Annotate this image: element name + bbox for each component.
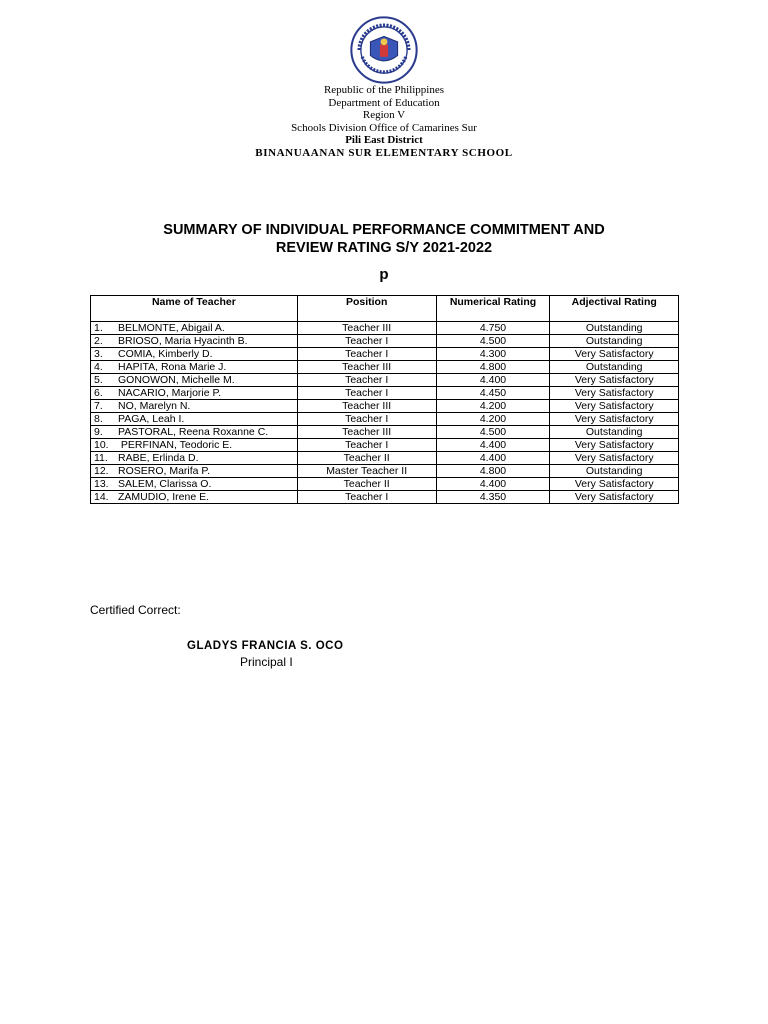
teacher-name-cell — [91, 465, 298, 478]
position-cell: Teacher II — [297, 452, 436, 465]
table-row — [91, 491, 679, 504]
adjectival-rating-cell: Very Satisfactory — [550, 348, 679, 361]
row-number: 12. — [94, 465, 109, 477]
letterhead-republic: Republic of the Philippines — [323, 84, 445, 96]
table-row — [91, 322, 679, 335]
header-numerical-rating: Numerical Rating — [436, 296, 550, 322]
row-number: 5. — [94, 374, 103, 386]
teacher-name: NO, Marelyn N. — [118, 400, 191, 412]
teacher-name: PAGA, Leah I. — [118, 413, 185, 425]
numerical-rating-cell: 4.200 — [436, 413, 550, 426]
teacher-name: COMIA, Kimberly D. — [118, 348, 213, 360]
letterhead-division: Schools Division Office of Camarines Sur — [291, 121, 477, 134]
row-number: 7. — [94, 400, 103, 412]
teacher-name: HAPITA, Rona Marie J. — [118, 361, 227, 373]
teacher-name: SALEM, Clarissa O. — [118, 478, 212, 490]
teacher-name-cell — [91, 400, 298, 413]
header-adjectival-rating: Adjectival Rating — [550, 296, 679, 322]
title-line-2: REVIEW RATING S/Y 2021-2022 — [275, 240, 493, 256]
row-number: 1. — [94, 322, 103, 334]
numerical-rating-cell: 4.200 — [436, 400, 550, 413]
teacher-name: NACARIO, Marjorie P. — [118, 387, 222, 399]
numerical-rating-cell: 4.400 — [436, 374, 550, 387]
table-row — [91, 439, 679, 452]
position-cell: Teacher III — [297, 426, 436, 439]
position-cell: Teacher I — [297, 348, 436, 361]
letterhead-region: Region V — [362, 109, 406, 122]
numerical-rating-cell: 4.400 — [436, 478, 550, 491]
position-cell: Teacher I — [297, 439, 436, 452]
table-row — [91, 400, 679, 413]
position-cell: Master Teacher II — [297, 465, 436, 478]
numerical-rating-cell: 4.300 — [436, 348, 550, 361]
numerical-rating-cell: 4.800 — [436, 361, 550, 374]
numerical-rating-cell: 4.400 — [436, 439, 550, 452]
adjectival-rating-cell: Very Satisfactory — [550, 400, 679, 413]
teacher-name-cell — [91, 478, 298, 491]
teacher-name-cell — [91, 439, 298, 452]
adjectival-rating-cell: Very Satisfactory — [550, 374, 679, 387]
adjectival-rating-cell: Very Satisfactory — [550, 491, 679, 504]
ratings-table — [90, 295, 679, 504]
signatory-name: GLADYS FRANCIA S. OCO — [187, 640, 344, 652]
teacher-name-cell — [91, 361, 298, 374]
table-row — [91, 465, 679, 478]
row-number: 8. — [94, 413, 103, 425]
teacher-name-cell — [91, 413, 298, 426]
teacher-name-cell — [91, 335, 298, 348]
numerical-rating-cell: 4.450 — [436, 387, 550, 400]
table-header-row — [91, 296, 679, 322]
teacher-name-cell — [91, 452, 298, 465]
table-body — [91, 322, 679, 504]
table-row — [91, 374, 679, 387]
deped-seal-icon — [350, 16, 418, 84]
teacher-name: GONOWON, Michelle M. — [118, 374, 235, 386]
teacher-name-cell — [91, 374, 298, 387]
table-row — [91, 387, 679, 400]
title-line-1: SUMMARY OF INDIVIDUAL PERFORMANCE COMMITMENT AND — [163, 222, 605, 238]
letterhead-school: BINANUAANAN SUR ELEMENTARY SCHOOL — [255, 146, 513, 159]
table-row — [91, 426, 679, 439]
position-cell: Teacher III — [297, 322, 436, 335]
letterhead-district: Pili East District — [345, 134, 423, 147]
numerical-rating-cell: 4.350 — [436, 491, 550, 504]
adjectival-rating-cell: Very Satisfactory — [550, 478, 679, 491]
letterhead — [0, 84, 768, 160]
numerical-rating-cell: 4.400 — [436, 452, 550, 465]
row-number: 3. — [94, 348, 103, 360]
row-number: 2. — [94, 335, 103, 347]
numerical-rating-cell: 4.500 — [436, 335, 550, 348]
teacher-name: PASTORAL, Reena Roxanne C. — [118, 426, 269, 438]
teacher-name: RABE, Erlinda D. — [118, 452, 199, 464]
position-cell: Teacher I — [297, 491, 436, 504]
teacher-name-cell — [91, 491, 298, 504]
adjectival-rating-cell: Very Satisfactory — [550, 387, 679, 400]
row-number: 14. — [94, 491, 109, 503]
teacher-name: ROSERO, Marifa P. — [118, 465, 210, 477]
teacher-name-cell — [91, 426, 298, 439]
row-number: 13. — [94, 478, 109, 490]
adjectival-rating-cell: Outstanding — [550, 426, 679, 439]
numerical-rating-cell: 4.750 — [436, 322, 550, 335]
position-cell: Teacher I — [297, 387, 436, 400]
certified-correct-label: Certified Correct: — [90, 603, 181, 617]
teacher-name-cell — [91, 387, 298, 400]
numerical-rating-cell: 4.800 — [436, 465, 550, 478]
table-row — [91, 413, 679, 426]
position-cell: Teacher I — [297, 413, 436, 426]
signatory-position: Principal I — [240, 655, 293, 669]
title-mark: p — [379, 266, 389, 283]
header-name: Name of Teacher — [91, 296, 298, 322]
numerical-rating-cell: 4.500 — [436, 426, 550, 439]
adjectival-rating-cell: Outstanding — [550, 465, 679, 478]
position-cell: Teacher II — [297, 478, 436, 491]
row-number: 4. — [94, 361, 103, 373]
teacher-name: BRIOSO, Maria Hyacinth B. — [118, 335, 248, 347]
table-row — [91, 348, 679, 361]
document-title — [0, 221, 768, 257]
position-cell: Teacher III — [297, 400, 436, 413]
table-row — [91, 452, 679, 465]
letterhead-department: Department of Education — [328, 96, 440, 109]
teacher-name: ZAMUDIO, Irene E. — [118, 491, 210, 503]
adjectival-rating-cell: Very Satisfactory — [550, 439, 679, 452]
table-row — [91, 361, 679, 374]
header-position: Position — [297, 296, 436, 322]
row-number: 10. — [94, 439, 109, 451]
adjectival-rating-cell: Very Satisfactory — [550, 452, 679, 465]
teacher-name: PERFINAN, Teodoric E. — [118, 439, 233, 451]
adjectival-rating-cell: Outstanding — [550, 322, 679, 335]
teacher-name-cell — [91, 322, 298, 335]
position-cell: Teacher III — [297, 361, 436, 374]
adjectival-rating-cell: Outstanding — [550, 361, 679, 374]
teacher-name: BELMONTE, Abigail A. — [118, 322, 225, 334]
position-cell: Teacher I — [297, 374, 436, 387]
table-row — [91, 478, 679, 491]
adjectival-rating-cell: Very Satisfactory — [550, 413, 679, 426]
position-cell: Teacher I — [297, 335, 436, 348]
row-number: 6. — [94, 387, 103, 399]
table-row — [91, 335, 679, 348]
row-number: 9. — [94, 426, 103, 438]
row-number: 11. — [94, 452, 108, 464]
teacher-name-cell — [91, 348, 298, 361]
adjectival-rating-cell: Outstanding — [550, 335, 679, 348]
